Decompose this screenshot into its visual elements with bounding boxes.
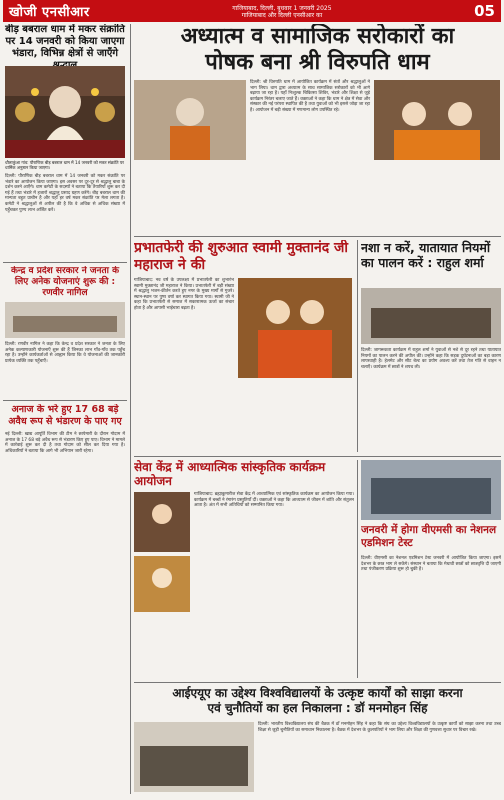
story-rahul [361, 240, 501, 452]
story-kendra-body: दिल्ली: रणवीर नागिल ने कहा कि केन्द्र व प्रदेश सरकार ने जनता के लिए अनेक कल्याणकारी योजनाएँ शुरू की हैं जिनका लाभ गाँव-गाँव तक पहुँच रहा है। उन्होंने कार्यकर्ताओं से आह्वान किया कि वे योजनाओं की जानकारी प्रत्येक व्यक्ति तक पहुँचाएँ। [5, 342, 125, 364]
story-adhyatm-photo-2 [374, 80, 500, 160]
story-pm [134, 240, 354, 452]
page-number: 05 [474, 2, 495, 20]
story-anaj [3, 404, 127, 794]
story-makar-headline: बीड़ बबराल धाम में मकर संक्रांति पर 14 जनवरी को किया जाएगा भंडारा, विभिन्न क्षेत्रों से जाएँगे [5, 24, 125, 59]
masthead-dateline: गाजियाबाद, दिल्ली, बुधवार 1 जनवरी 2025 [232, 4, 332, 12]
story-iiu-photo [134, 722, 254, 792]
story-makar-body: दिल्ली: पौराणिक बीड़ बबराल धाम में 14 जनवरी को मकर संक्रांति पर भंडारे का आयोजन किया जाएगा। इस अवसर पर दूर-दूर से श्रद्धालु बाबा के दर्शन करने आएँगे। धाम कमेटी के सदस्यों ने बताया कि तैयारियाँ शुरू कर दी गई हैं तथा भंडारे में हजारों श्रद्धालु प्रसाद ग्रहण करेंगे। बीड़ बबराल धाम की मान्यता बहुत प्राचीन है और यहाँ हर वर्ष मकर संक्रांति पर मेला लगता है। कमेटी ने श्रद्धालुओं से अपील की है कि वे अधिक से अधिक संख्या में पहुँचकर पुण्य लाभ अर्जित करें। [5, 174, 125, 213]
story-adhyatm-headline-2: पोषक बना श्री विरुपति धाम [205, 50, 430, 75]
story-adhyatm [134, 24, 501, 234]
masthead-tagline: गाजियाबाद और दिल्ली एनसीआर का [241, 11, 323, 19]
story-anaj-body: नई दिल्ली: खाद्य आपूर्ति विभाग की टीम ने छापेमारी के दौरान गोदाम में अनाज के 17 68 बड़े अवैध रूप से भंडारण किए हुए पाए। विभाग ने मामले में कार्रवाई शुरू कर दी है तथा गोदाम को सील कर दिया गया है। अधिकारियों ने बताया कि आगे भी अभियान जारी रहेगा। [5, 432, 125, 454]
story-adhyatm-headline-1: अध्यात्म व सामाजिक सरोकारों का [180, 24, 455, 49]
story-pm-photo [238, 278, 352, 378]
masthead [3, 0, 501, 22]
story-sewa-photo-2 [134, 556, 190, 612]
story-anaj-headline: अनाज के भरे हुए 17 68 बड़े अवैध रूप से भंडारण के पाए गए [8, 404, 122, 427]
masthead-meta [90, 4, 474, 19]
story-makar [3, 24, 127, 262]
story-janwari-headline: जनवरी में होगा वीएमसी का नेशनल एडमिशन टेस्ट [361, 524, 497, 549]
story-iiu-body: दिल्ली: भारतीय विश्वविद्यालय संघ की बैठक में डॉ मनमोहन सिंह ने कहा कि संघ का उद्देश्य विश्वविद्यालयों के उत्कृष्ट कार्यों को साझा करना तथा उच्च शिक्षा से जुड़ी चुनौतियों का समाधान निकालना है। बैठक में देशभर के कुलपतियों ने भाग लिया और शिक्षा की गुणवत्ता सुधार पर विचार रखे। [258, 722, 501, 733]
story-pm-headline: प्रभातफेरी की शुरुआत स्वामी मुक्तानंद जी महाराज ने की [134, 240, 349, 273]
story-rahul-photo [361, 288, 501, 344]
story-janwari [361, 460, 501, 678]
story-pm-body: गाजियाबाद: नव वर्ष के उपलक्ष्य में प्रभातफेरी का शुभारंभ स्वामी मुक्तानंद जी महाराज ने किया। प्रभातफेरी में बड़ी संख्या में श्रद्धालु भजन-कीर्तन करते हुए नगर के मुख्य मार्गों से गुजरे। स्थान-स्थान पर पुष्प वर्षा कर स्वागत किया गया। स्वामी जी ने कहा कि प्रभातफेरी से समाज में सकारात्मक ऊर्जा का संचार होता है और आपसी भाईचारा बढ़ता है। [134, 278, 234, 311]
story-iiu-headline-2: एवं चुनौतियों का हल निकालना : डॉ मनमोहन सिंह [207, 701, 428, 715]
story-kendra [3, 266, 127, 396]
story-sewa-headline: सेवा केंद्र में आध्यात्मिक सांस्कृतिक कार्यक्रम आयोजन [134, 460, 326, 488]
story-kendra-photo [5, 302, 125, 338]
story-janwari-body: दिल्ली: वीएमसी का नेशनल एडमिशन टेस्ट जनवरी में आयोजित किया जाएगा। इसमें देशभर के छात्र भाग ले सकेंगे। संस्थान ने बताया कि मेधावी छात्रों को छात्रवृत्ति दी जाएगी तथा पंजीकरण प्रक्रिया शुरू हो चुकी है। [361, 556, 501, 573]
story-makar-photo [5, 66, 125, 158]
story-adhyatm-photo-1 [134, 80, 246, 160]
story-janwari-photo [361, 460, 501, 520]
story-sewa-body: गाजियाबाद: ब्रह्माकुमारीज सेवा केंद्र में आध्यात्मिक एवं सांस्कृतिक कार्यक्रम का आयोजन किया गया। कार्यक्रम में बच्चों ने रंगारंग प्रस्तुतियाँ दीं। वक्ताओं ने कहा कि आध्यात्म से जीवन में शांति और संतुलन आता है। अंत में सभी अतिथियों को सम्मानित किया गया। [194, 492, 354, 509]
story-iiu-headline-1: आईएयूए का उद्देश्य विश्वविद्यालयों के उत्कृष्ट कार्यों को साझा करना [172, 686, 463, 700]
story-makar-caption: धौलाकुंआ गांव: पौराणिक बीड़ बबराल धाम में 14 जनवरी को मकर संक्रांति पर धार्मिक अनुष्ठान किया जाएगा। [5, 160, 124, 170]
masthead-logo: खोजी एनसीआर [9, 5, 90, 20]
story-kendra-headline: केन्द्र व प्रदेश सरकार ने जनता के लिए अनेक योजनाएं शुरू की : रणवीर नागिल [10, 266, 120, 298]
story-rahul-body: दिल्ली: जागरूकता कार्यक्रम में राहुल शर्मा ने युवाओं से नशे से दूर रहने तथा यातायात नियमों का पालन करने की अपील की। उन्होंने कहा कि सड़क दुर्घटनाओं का बड़ा कारण लापरवाही है। हेलमेट और सीट बेल्ट का प्रयोग अवश्य करें तथा तेज गति से वाहन न चलाएँ। कार्यक्रम में छात्रों ने शपथ ली। [361, 348, 501, 370]
story-rahul-headline: नशा न करें, यातायात नियमों का पालन करें : राहुल शर्मा [361, 240, 491, 270]
story-iiu [134, 686, 501, 794]
story-sewa-photo-1 [134, 492, 190, 552]
story-adhyatm-body: दिल्ली: श्री विरुपति धाम में आयोजित कार्यक्रम में संतों और श्रद्धालुओं ने भाग लिया। धाम द्वारा अध्यात्म के साथ सामाजिक सरोकारों को भी आगे बढ़ाया जा रहा है। यहाँ निःशुल्क चिकित्सा शिविर, भंडारे और शिक्षा से जुड़े कार्यक्रम निरंतर चलाए जाते हैं। वक्ताओं ने कहा कि धाम ने क्षेत्र में सेवा और संस्कार की नई परंपरा स्थापित की है तथा युवाओं को भी इससे जोड़ा जा रहा है। आयोजन में बड़ी संख्या में गणमान्य लोग उपस्थित रहे। [250, 80, 370, 113]
story-sewa [134, 460, 354, 678]
